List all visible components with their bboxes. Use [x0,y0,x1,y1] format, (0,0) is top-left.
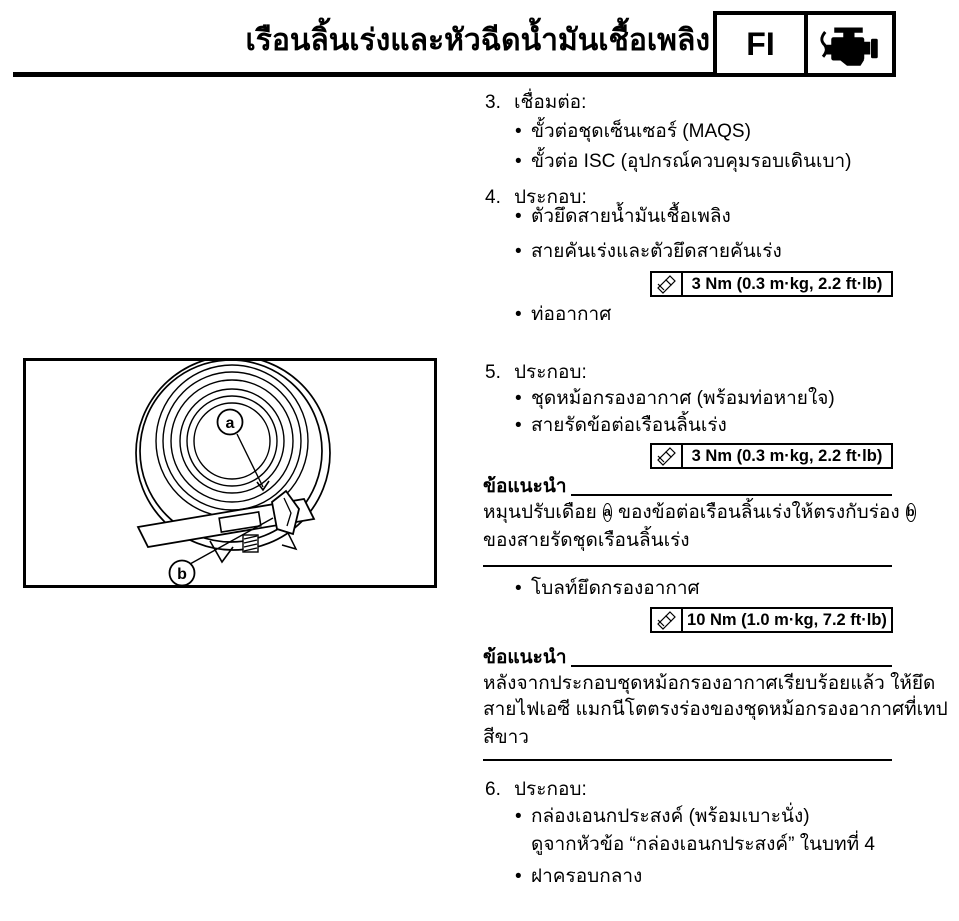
bullet-icon: • [515,241,522,262]
bullet-icon: • [515,415,522,436]
step-number: 4. [485,187,501,208]
bullet-icon: • [515,151,522,172]
engine-icon [817,20,883,68]
note-1-end-rule [483,565,892,567]
figure-label-a: a [225,415,235,432]
header-rule [13,72,717,77]
torque-value: 10 Nm (1.0 m·kg, 7.2 ft·lb) [687,610,887,629]
step-3-item-2 [483,149,897,175]
step-5-item-1 [483,386,897,412]
bullet-icon: • [515,121,522,142]
step-3-heading [483,90,897,116]
item-text: ชุดหม้อกรองอากาศ (พร้อมท่อหายใจ) [531,388,835,409]
note-text: หมุนปรับเดือย [483,502,597,523]
step-title: ประกอบ: [514,187,587,208]
figure-label-b: b [177,566,187,583]
item-text: สายคันเร่งและตัวยึดสายคันเร่ง [531,241,782,262]
note-1-text-line-1 [483,500,915,526]
torque-value: 3 Nm (0.3 m·kg, 2.2 ft·lb) [691,446,883,465]
step-6-heading [483,777,897,803]
item-text: ฝาครอบกลาง [531,866,643,887]
bullet-icon: • [515,866,522,887]
step-number: 6. [485,779,501,800]
item-text: ท่ออากาศ [531,304,612,325]
step-4-item-1 [483,204,897,230]
note-2-text-line-1: หลังจากประกอบชุดหม้อกรองอากาศเรียบร้อยแล้ว ให้ยึด [483,673,936,694]
step-number: 5. [485,362,501,383]
note-1-text-line-2: ของสายรัดชุดเรือนลิ้นเร่ง [483,530,690,551]
bullet-icon: • [515,578,522,599]
step-5-heading [483,360,897,386]
step-3-item-1 [483,119,897,145]
step-6-item-2 [483,864,897,890]
item-text: โบลท์ยึดกรองอากาศ [531,578,700,599]
header-badges [713,11,896,77]
item-text: กล่องเอนกประสงค์ (พร้อมเบาะนั่ง) [531,806,810,827]
torque-wrench-icon [652,273,683,295]
step-4-item-3 [483,302,897,328]
item-text: ขั้วต่อชุดเซ็นเซอร์ (MAQS) [531,121,751,142]
step-4-item-2 [483,239,897,265]
note-2-end-rule [483,759,892,761]
note-2-text-line-3: สีขาว [483,727,529,748]
circled-a-ref: a [603,503,612,522]
torque-spec-box-3 [650,607,893,633]
step-title: ประกอบ: [514,779,587,800]
note-text: ของข้อต่อเรือนลิ้นเร่งให้ตรงกับร่อง [617,502,900,523]
torque-spec-box-1 [650,271,893,297]
item-text: ตัวยึดสายน้ำมันเชื้อเพลิง [531,206,731,227]
instructions-column [483,90,948,921]
note-label: ข้อแนะนำ [483,476,567,497]
bullet-icon: • [515,806,522,827]
note-2-header [483,646,892,670]
note-2-text-line-2: สายไฟเอซี แมกนีโตตรงร่องของชุดหม้อกรองอากาศที่เทป [483,699,948,720]
step-title: ประกอบ: [514,362,587,383]
bullet-icon: • [515,304,522,325]
note-label: ข้อแนะนำ [483,647,567,668]
throttle-joint-figure [23,358,437,588]
torque-wrench-icon [652,445,683,467]
fi-label: FI [746,25,775,62]
torque-spec-box-2 [650,443,893,469]
bullet-icon: • [515,388,522,409]
note-underline [571,494,893,496]
step-5-item-3 [483,576,897,602]
item-text: สายรัดข้อต่อเรือนลิ้นเร่ง [531,415,727,436]
torque-value: 3 Nm (0.3 m·kg, 2.2 ft·lb) [691,274,883,293]
torque-wrench-icon [652,609,683,631]
note-underline [571,665,893,667]
page-title: เรือนลิ้นเร่งและหัวฉีดน้ำมันเชื้อเพลิง [245,24,710,57]
circled-b-ref: b [906,503,916,522]
fi-badge [713,11,808,77]
engine-badge [804,11,896,77]
step-6-item-1 [483,804,897,830]
step-number: 3. [485,92,501,113]
bullet-icon: • [515,206,522,227]
item-text: ขั้วต่อ ISC (อุปกรณ์ควบคุมรอบเดินเบา) [531,151,852,172]
throttle-joint-illustration [26,361,434,585]
step-5-item-2 [483,413,897,439]
step-6-item-1-reference: ดูจากหัวข้อ “กล่องเอนกประสงค์” ในบทที่ 4 [531,834,875,855]
note-1-header [483,475,892,499]
step-title: เชื่อมต่อ: [514,92,587,113]
